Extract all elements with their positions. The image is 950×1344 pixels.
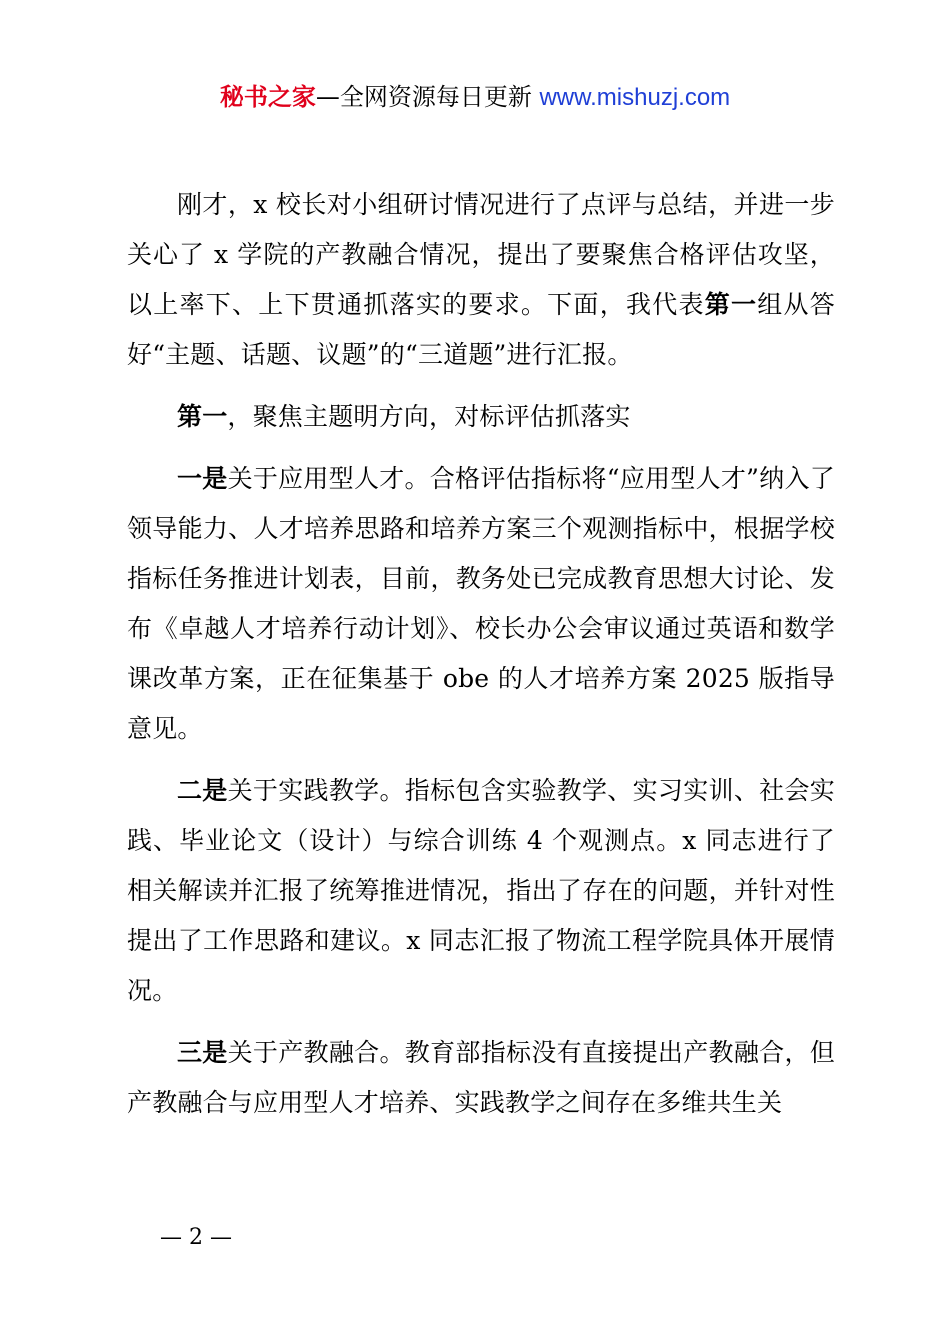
text-run-bold: 三是 bbox=[177, 1038, 228, 1067]
text-run-bold: 第一 bbox=[177, 402, 228, 431]
site-header bbox=[0, 80, 950, 115]
text-run: 刚才，x 校长对小组研讨情况进行了点评与总结，并进一步关心了 x 学院的产教融合情况，提出了要聚焦合格评估攻坚，以上率下、上下贯通抓落实的要求。下面，我代表 bbox=[127, 190, 835, 319]
site-slogan: —全网资源每日更新 bbox=[315, 83, 532, 111]
text-run: 关于产教融合。教育部指标没有直接提出产教融合，但产教融合与应用型人才培养、实践教学之间存在多维共生关 bbox=[127, 1038, 835, 1117]
paragraph-point-two bbox=[127, 766, 835, 1016]
page-number: — 2 — bbox=[160, 1225, 232, 1250]
text-run: 关于应用型人才。合格评估指标将“应用型人才”纳入了领导能力、人才培养思路和培养方案三个观测指标中，根据学校指标任务推进计划表，目前，教务处已完成教育思想大讨论、发布《卓越人才培养行动计划》、校长办公会审议通过英语和数学课改革方案，正在征集基于 obe 的人才培养方案 2025 版指导意见。 bbox=[127, 464, 835, 743]
text-run: 组从答好“主题、话题、议题”的“三道题”进行汇报。 bbox=[127, 290, 836, 369]
section-heading bbox=[127, 392, 835, 442]
text-run-bold: 第一 bbox=[704, 290, 758, 319]
text-run-bold: 一是 bbox=[177, 464, 228, 493]
text-run: 关于实践教学。指标包含实验教学、实习实训、社会实践、毕业论文（设计）与综合训练 4 个观测点。x 同志进行了相关解读并汇报了统筹推进情况，指出了存在的问题，并针对性提出了工作思路和建议。x 同志汇报了物流工程学院具体开展情况。 bbox=[127, 776, 835, 1005]
paragraph-point-one bbox=[127, 454, 835, 754]
paragraph-intro bbox=[127, 180, 835, 380]
document-body bbox=[127, 180, 835, 1140]
text-run: ，聚焦主题明方向，对标评估抓落实 bbox=[227, 402, 631, 431]
site-url-link[interactable]: www.mishuzj.com bbox=[539, 84, 731, 111]
text-run-bold: 二是 bbox=[177, 776, 228, 805]
paragraph-point-three bbox=[127, 1028, 835, 1128]
site-brand: 秘书之家 bbox=[219, 83, 316, 111]
